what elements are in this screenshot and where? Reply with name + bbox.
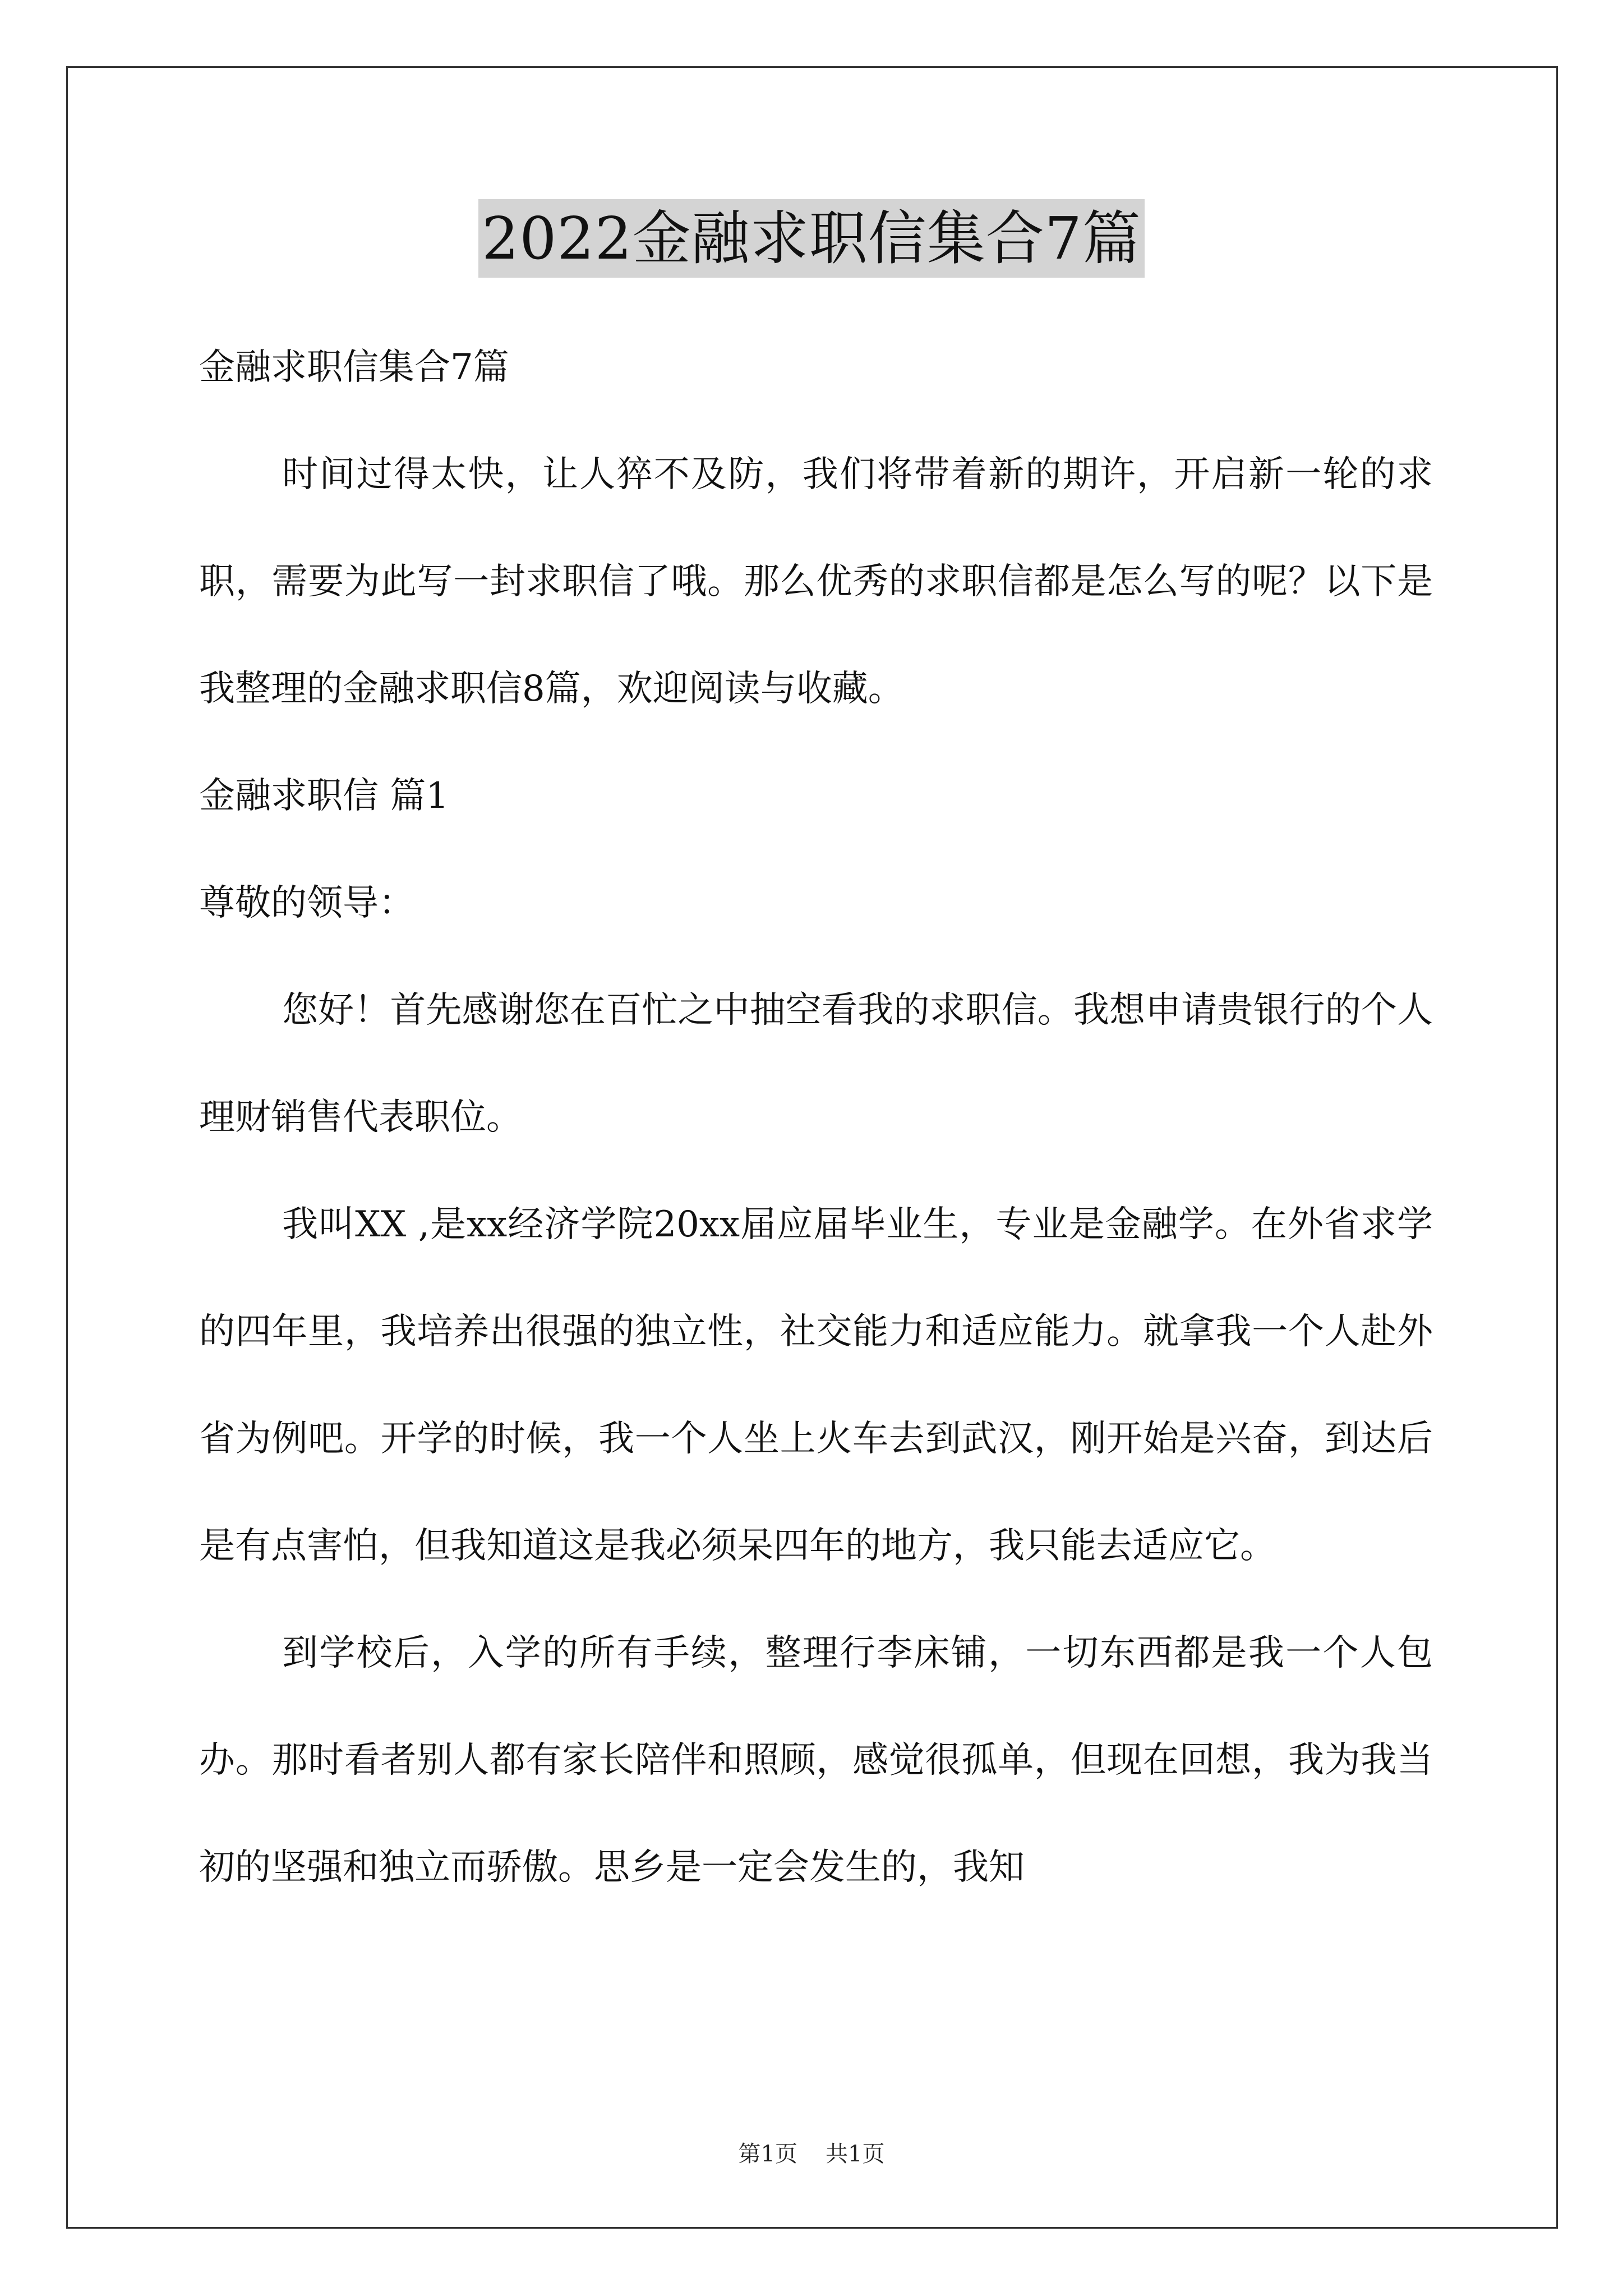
paragraph-background: 我叫XX ,是xx经济学院20xx届应届毕业生，专业是金融学。在外省求学的四年里，我培养出很强的独立性，社交能力和适应能力。就拿我一个人赴外省为例吧。开学的时候，我一个人坐上火车去到武汉，刚开始是兴奋，到达后是有点害怕，但我知道这是我必须呆四年的地方，我只能去适应它。: [199, 1204, 1433, 1567]
title-area: [0, 199, 1623, 278]
section-heading: 金融求职信 篇1: [199, 775, 449, 817]
paragraph-subtitle: 金融求职信集合7篇: [199, 347, 509, 388]
document-body: [199, 314, 1433, 1921]
paragraph-school-life: 到学校后，入学的所有手续，整理行李床铺，一切东西都是我一个人包办。那时看者别人都有家长陪伴和照顾，感觉很孤单，但现在回想，我为我当初的坚强和独立而骄傲。思乡是一定会发生的，我知: [199, 1632, 1433, 1888]
page-number: 第1页: [738, 2141, 797, 2167]
paragraph-greeting: 您好！首先感谢您在百忙之中抽空看我的求职信。我想申请贵银行的个人理财销售代表职位。: [199, 990, 1433, 1138]
page-footer: [0, 2140, 1623, 2168]
document-title: 2022金融求职信集合7篇: [478, 199, 1145, 278]
page-total: 共1页: [826, 2141, 885, 2167]
salutation: 尊敬的领导：: [199, 882, 414, 924]
paragraph-intro: 时间过得太快，让人猝不及防，我们将带着新的期许，开启新一轮的求职，需要为此写一封求职信了哦。那么优秀的求职信都是怎么写的呢？以下是我整理的金融求职信8篇，欢迎阅读与收藏。: [199, 454, 1433, 710]
